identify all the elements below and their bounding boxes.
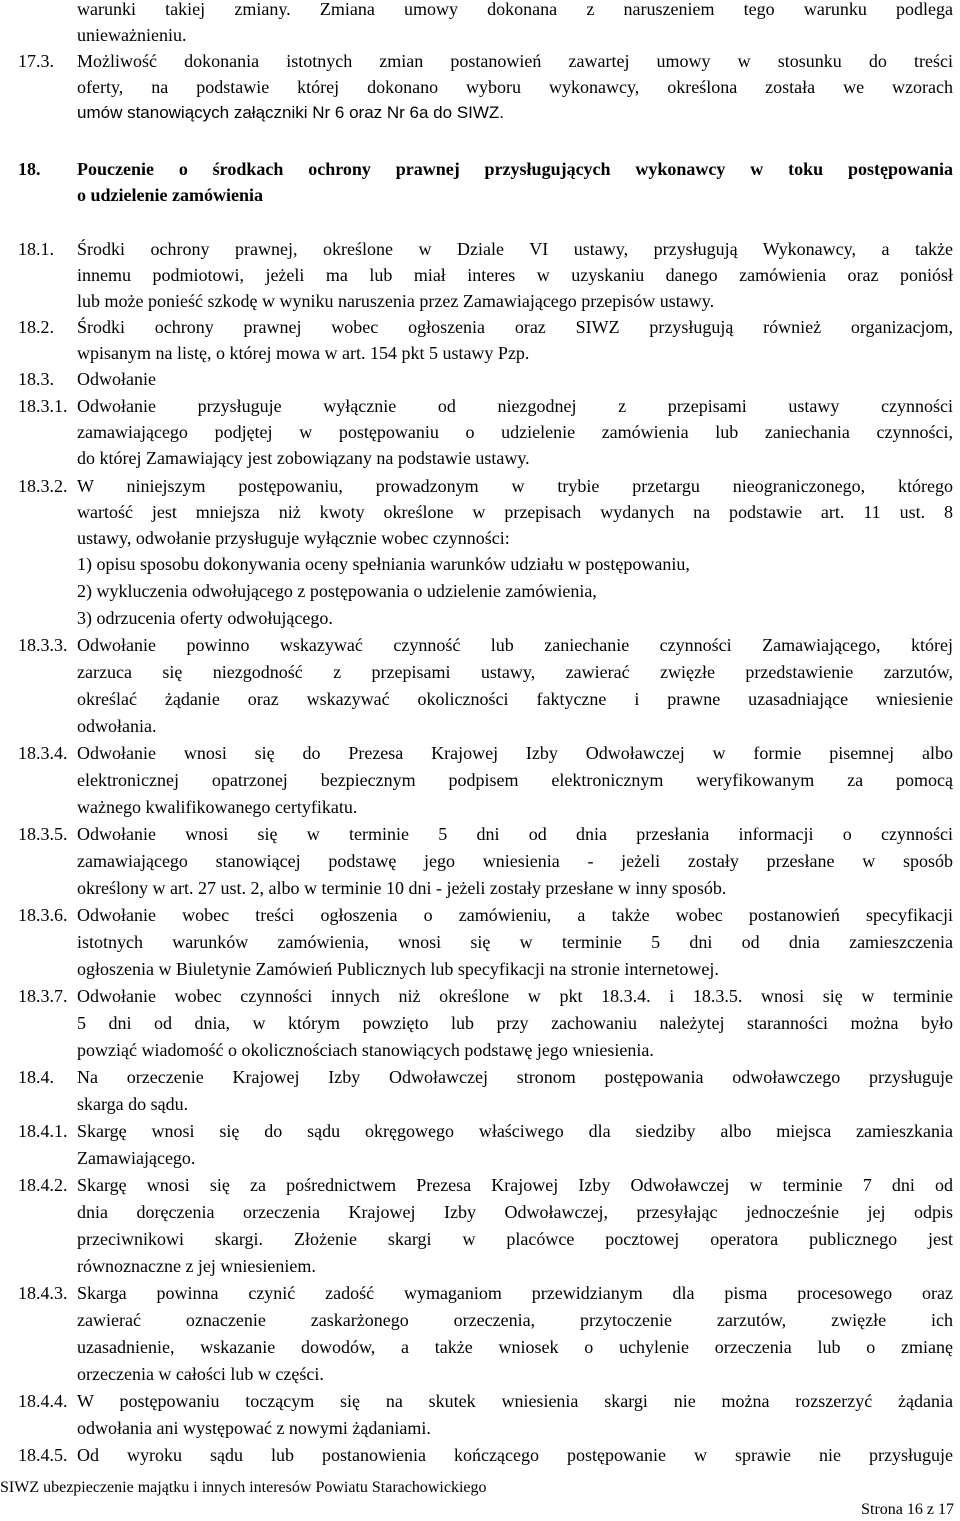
text-line: [0, 393, 960, 419]
text-line: [0, 48, 960, 74]
text-line: [0, 525, 960, 551]
line-text: orzeczenia w całości lub w części.: [77, 1364, 324, 1384]
line-text: określony w art. 27 ust. 2, albo w terminie 10 dni - jeżeli zostały przesłane w inny sposób.: [77, 878, 727, 898]
text-line: [0, 659, 960, 685]
text-line: [0, 929, 960, 955]
section-number: 18.3.3.: [18, 635, 68, 655]
text-line: [0, 262, 960, 288]
line-text: zarzuca się niezgodność z przepisami ustawy, zawierać zwięzłe przedstawienie zarzutów,: [77, 662, 953, 682]
line-text: wpisanym na listę, o której mowa w art. 154 pkt 5 ustawy Pzp.: [77, 343, 530, 363]
line-text: równoznaczne z jej wniesieniem.: [77, 1256, 316, 1276]
line-text: oferty, na podstawie której dokonano wyboru wykonawcy, określona została we wzorach: [77, 77, 953, 97]
line-text: elektronicznej opatrzonej bezpiecznym podpisem elektronicznym weryfikowanym za pomocą: [77, 770, 953, 790]
line-text: powziąć wiadomość o okolicznościach stanowiących podstawę jego wniesienia.: [77, 1040, 654, 1060]
line-text: umów stanowiących załączniki Nr 6 oraz Nr 6a do SIWZ.: [77, 103, 505, 122]
line-text: Skargę wnosi się do sądu okręgowego właściwego dla siedziby albo miejsca zamieszkania: [77, 1121, 953, 1141]
section-number: 18.3.7.: [18, 986, 68, 1006]
line-text: Odwołanie wobec treści ogłoszenia o zamówieniu, a także wobec postanowień specyfikacji: [77, 905, 953, 925]
section-number: 18.3.: [18, 369, 54, 389]
text-line: [0, 767, 960, 793]
line-text: Odwołanie wnosi się do Prezesa Krajowej Izby Odwoławczej w formie pisemnej albo: [77, 743, 953, 763]
text-line: [0, 445, 960, 471]
text-line: [0, 22, 960, 48]
line-text: do której Zamawiający jest zobowiązany na podstawie ustawy.: [77, 448, 530, 468]
list-item: [0, 551, 960, 577]
text-line: [0, 0, 960, 22]
section-number: 18.4.3.: [18, 1283, 68, 1303]
text-line: [0, 1172, 960, 1198]
line-text: skarga do sądu.: [77, 1094, 189, 1114]
text-line: [0, 902, 960, 928]
line-text: innemu podmiotowi, jeżeli ma lub miał interes w uzyskaniu danego zamówienia oraz poniósł: [77, 265, 953, 285]
footer-title: SIWZ ubezpieczenie majątku i innych interesów Powiatu Starachowickiego: [0, 1479, 487, 1496]
line-text: Środki ochrony prawnej, określone w Dziale VI ustawy, przysługują Wykonawcy, a także: [77, 239, 953, 259]
line-text: Od wyroku sądu lub postanowienia kończącego postępowanie w sprawie nie przysługuje: [77, 1445, 953, 1465]
text-line: [0, 288, 960, 314]
line-text: Skargę wnosi się za pośrednictwem Prezesa Krajowej Izby Odwoławczej w terminie 7 dni od: [77, 1175, 953, 1195]
text-line: [0, 1442, 960, 1468]
text-line: [0, 875, 960, 901]
section-number: 18.4.1.: [18, 1121, 68, 1141]
section-number: 18.4.: [18, 1067, 54, 1087]
line-text: dnia doręczenia orzeczenia Krajowej Izby Odwoławczej, przesyłając jednocześnie jej odpis: [77, 1202, 953, 1222]
text-line: [0, 366, 960, 392]
line-text: zamawiającego podjętej w postępowaniu o udzielenie zamówienia lub zaniechania czynności,: [77, 422, 953, 442]
line-text: warunki takiej zmiany. Zmiana umowy dokonana z naruszeniem tego warunku podlega: [77, 0, 953, 19]
text-line: [0, 236, 960, 262]
section-number: 18.: [18, 159, 41, 179]
text-line: [0, 1145, 960, 1171]
text-line: [0, 1415, 960, 1441]
text-line: [0, 1361, 960, 1387]
text-line: [0, 632, 960, 658]
text-line: [0, 340, 960, 366]
line-text: Środki ochrony prawnej wobec ogłoszenia oraz SIWZ przysługują również organizacjom,: [77, 317, 953, 337]
text-line: [0, 713, 960, 739]
text-line: [0, 983, 960, 1009]
line-text: W postępowaniu toczącym się na skutek wniesienia skargi nie można rozszerzyć żądania: [77, 1391, 953, 1411]
section-heading: [0, 182, 960, 208]
line-text: 1) opisu sposobu dokonywania oceny spełniania warunków udziału w postępowaniu,: [77, 554, 690, 574]
line-text: ważnego kwalifikowanego certyfikatu.: [77, 797, 358, 817]
line-text: przeciwnikowi skargi. Złożenie skargi w placówce pocztowej operatora publicznego jest: [77, 1229, 953, 1249]
text-line: [0, 794, 960, 820]
line-text: ogłoszenia w Biuletynie Zamówień Publicznych lub specyfikacji na stronie internetowej.: [77, 959, 719, 979]
text-line: [0, 1064, 960, 1090]
text-line: [0, 1037, 960, 1063]
section-number: 18.4.2.: [18, 1175, 68, 1195]
text-line: [0, 956, 960, 982]
section-number: 18.1.: [18, 239, 54, 259]
line-text: Zamawiającego.: [77, 1148, 196, 1168]
list-item: [0, 605, 960, 631]
text-line: [0, 74, 960, 100]
section-number: 18.2.: [18, 317, 54, 337]
text-line: [0, 314, 960, 340]
line-text: zawierać oznaczenie zaskarżonego orzeczenia, przytoczenie zarzutów, zwięzłe ich: [77, 1310, 953, 1330]
section-number: 18.3.2.: [18, 476, 68, 496]
heading-text: Pouczenie o środkach ochrony prawnej przysługujących wykonawcy w toku postępowania: [77, 159, 953, 179]
text-line: [0, 1199, 960, 1225]
text-line: [0, 1253, 960, 1279]
text-line: [0, 1091, 960, 1117]
section-number: 18.3.5.: [18, 824, 68, 844]
text-line: [0, 848, 960, 874]
text-line: [0, 473, 960, 499]
line-text: uzasadnienie, wskazanie dowodów, a także wniosek o uchylenie orzeczenia lub o zmianę: [77, 1337, 953, 1357]
line-text: zamawiającego stanowiącej podstawę jego wniesienia - jeżeli zostały przesłane w sposób: [77, 851, 953, 871]
text-line: [0, 1118, 960, 1144]
line-text: istotnych warunków zamówienia, wnosi się w terminie 5 dni od dnia zamieszczenia: [77, 932, 953, 952]
section-heading: [0, 156, 960, 182]
section-number: 18.4.5.: [18, 1445, 68, 1465]
text-line: [0, 821, 960, 847]
section-number: 18.3.4.: [18, 743, 68, 763]
line-text: wartość jest mniejsza niż kwoty określone w przepisach wydanych na podstawie art. 11 ust. 8: [77, 502, 953, 522]
section-number: 18.3.1.: [18, 396, 68, 416]
line-text: określać żądanie oraz wskazywać okoliczności faktyczne i prawne uzasadniające wniesienie: [77, 689, 953, 709]
line-text: W niniejszym postępowaniu, prowadzonym w trybie przetargu nieograniczonego, którego: [77, 476, 953, 496]
text-line: [0, 740, 960, 766]
text-line: [0, 1280, 960, 1306]
text-line: [0, 499, 960, 525]
line-text: Możliwość dokonania istotnych zmian postanowień zawartej umowy w stosunku do treści: [77, 51, 953, 71]
text-line: [0, 686, 960, 712]
line-text: 5 dni od dnia, w którym powzięto lub przy zachowaniu należytej staranności można było: [77, 1013, 953, 1033]
page-number: Strona 16 z 17: [861, 1501, 954, 1518]
line-text: 2) wykluczenia odwołującego z postępowania o udzielenie zamówienia,: [77, 581, 597, 601]
text-line: [0, 1388, 960, 1414]
line-text: Skarga powinna czynić zadość wymaganiom przewidzianym dla pisma procesowego oraz: [77, 1283, 953, 1303]
text-line: [0, 1010, 960, 1036]
line-text: Odwołanie wobec czynności innych niż określone w pkt 18.3.4. i 18.3.5. wnosi się w terminie: [77, 986, 953, 1006]
heading-text: o udzielenie zamówienia: [77, 185, 263, 205]
text-line: [0, 1334, 960, 1360]
line-text: Odwołanie wnosi się w terminie 5 dni od dnia przesłania informacji o czynności: [77, 824, 953, 844]
line-text: lub może ponieść szkodę w wyniku naruszenia przez Zamawiającego przepisów ustawy.: [77, 291, 715, 311]
text-line: [0, 1226, 960, 1252]
line-text: odwołania ani występować z nowymi żądaniami.: [77, 1418, 431, 1438]
line-text: unieważnieniu.: [77, 25, 187, 45]
line-text: Odwołanie przysługuje wyłącznie od niezgodnej z przepisami ustawy czynności: [77, 396, 953, 416]
line-text: odwołania.: [77, 716, 157, 736]
line-text: Odwołanie: [77, 369, 156, 389]
line-text: 3) odrzucenia oferty odwołującego.: [77, 608, 333, 628]
line-text: Na orzeczenie Krajowej Izby Odwoławczej stronom postępowania odwoławczego przysługuje: [77, 1067, 953, 1087]
section-number: 18.3.6.: [18, 905, 68, 925]
line-text: Odwołanie powinno wskazywać czynność lub zaniechanie czynności Zamawiającego, której: [77, 635, 953, 655]
list-item: [0, 578, 960, 604]
text-line: [0, 419, 960, 445]
text-line: [0, 100, 960, 126]
text-line: [0, 1307, 960, 1333]
line-text: ustawy, odwołanie przysługuje wyłącznie wobec czynności:: [77, 528, 510, 548]
section-number: 17.3.: [18, 51, 54, 71]
section-number: 18.4.4.: [18, 1391, 68, 1411]
